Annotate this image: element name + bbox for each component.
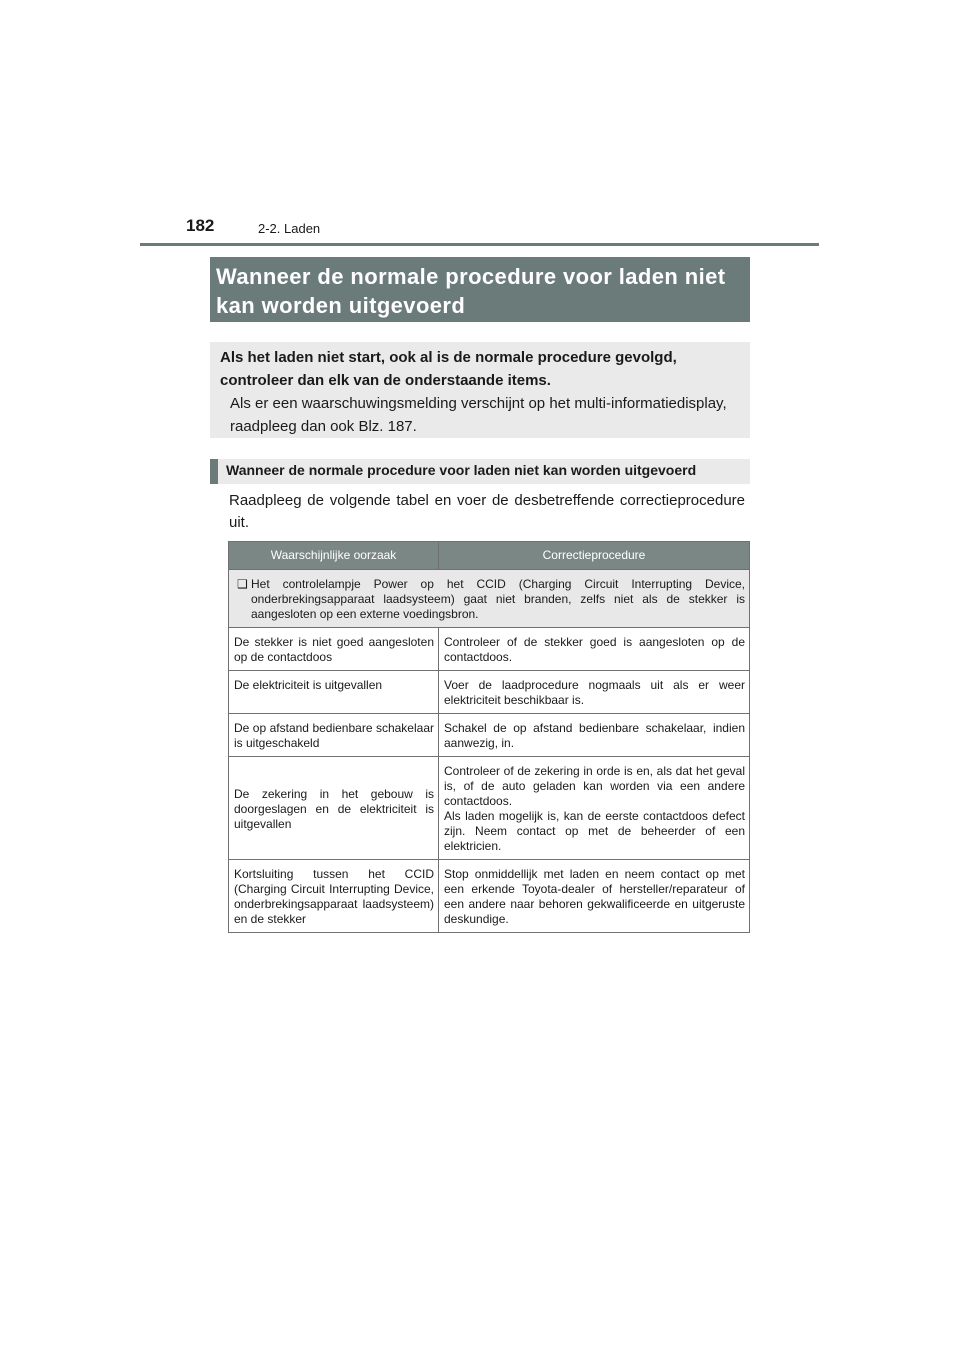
remedy-cell: Voer de laadprocedure nogmaals uit als er weer elektriciteit beschikbaar is. bbox=[439, 671, 750, 714]
header-rule bbox=[140, 243, 819, 246]
remedy-cell: Controleer of de stekker goed is aangesloten op de contactdoos. bbox=[439, 628, 750, 671]
remedy-text: Controleer of de zekering in orde is en, als dat het geval is, of de auto geladen kan worden via een andere contactdoos. bbox=[444, 764, 745, 808]
intro-note: Als er een waarschuwingsmelding verschijnt op het multi-informatiedisplay, raadpleeg dan ook Blz. 187. bbox=[230, 395, 727, 435]
remedy-text: Als laden mogelijk is, kan de eerste contactdoos defect zijn. Neem contact op met de beheerder of een elektricien. bbox=[444, 809, 745, 853]
remedy-cell: Schakel de op afstand bedienbare schakelaar, indien aanwezig, in. bbox=[439, 714, 750, 757]
table-row bbox=[229, 714, 750, 757]
cause-cell: De op afstand bedienbare schakelaar is uitgeschakeld bbox=[229, 714, 439, 757]
group-text: Het controlelampje Power op het CCID (Charging Circuit Interrupting Device, onderbrekingsapparaat laadsysteem) gaat niet branden, zelfs niet als de stekker is aangesloten op een externe voedingsbron. bbox=[251, 577, 745, 621]
table-row bbox=[229, 628, 750, 671]
table-header-cause: Waarschijnlijke oorzaak bbox=[229, 542, 439, 570]
cause-cell: De elektriciteit is uitgevallen bbox=[229, 671, 439, 714]
remedy-cell: Stop onmiddellijk met laden en neem contact op met een erkende Toyota-dealer of hersteller/reparateur of een andere naar behoren gekwalificeerde en uitgeruste deskundige. bbox=[439, 860, 750, 933]
checkbox-icon: ❑ bbox=[237, 577, 248, 591]
section-title: Wanneer de normale procedure voor laden niet kan worden uitgevoerd bbox=[210, 257, 750, 322]
table-header-row bbox=[229, 542, 750, 570]
table-row bbox=[229, 860, 750, 933]
remedy-cell bbox=[439, 757, 750, 860]
table-group-row bbox=[229, 570, 750, 628]
cause-cell: De stekker is niet goed aangesloten op de contactdoos bbox=[229, 628, 439, 671]
table-row bbox=[229, 757, 750, 860]
table-header-remedy: Correctieprocedure bbox=[439, 542, 750, 570]
breadcrumb: 2-2. Laden bbox=[258, 221, 321, 236]
page-number: 182 bbox=[186, 216, 215, 235]
cause-cell: De zekering in het gebouw is doorgeslagen en de elektriciteit is uitgevallen bbox=[229, 757, 439, 860]
cause-cell: Kortsluiting tussen het CCID (Charging Circuit Interrupting Device, onderbrekingsapparaat laadsysteem) en de stekker bbox=[229, 860, 439, 933]
intro-lead: Als het laden niet start, ook al is de normale procedure gevolgd, controleer dan elk van de onderstaande items. bbox=[220, 349, 677, 389]
table-row bbox=[229, 671, 750, 714]
sub-heading: Wanneer de normale procedure voor laden niet kan worden uitgevoerd bbox=[210, 459, 750, 484]
body-text: Raadpleeg de volgende tabel en voer de desbetreffende correctieprocedure uit. bbox=[229, 492, 745, 531]
intro-box bbox=[210, 342, 750, 438]
fault-table bbox=[228, 541, 750, 933]
